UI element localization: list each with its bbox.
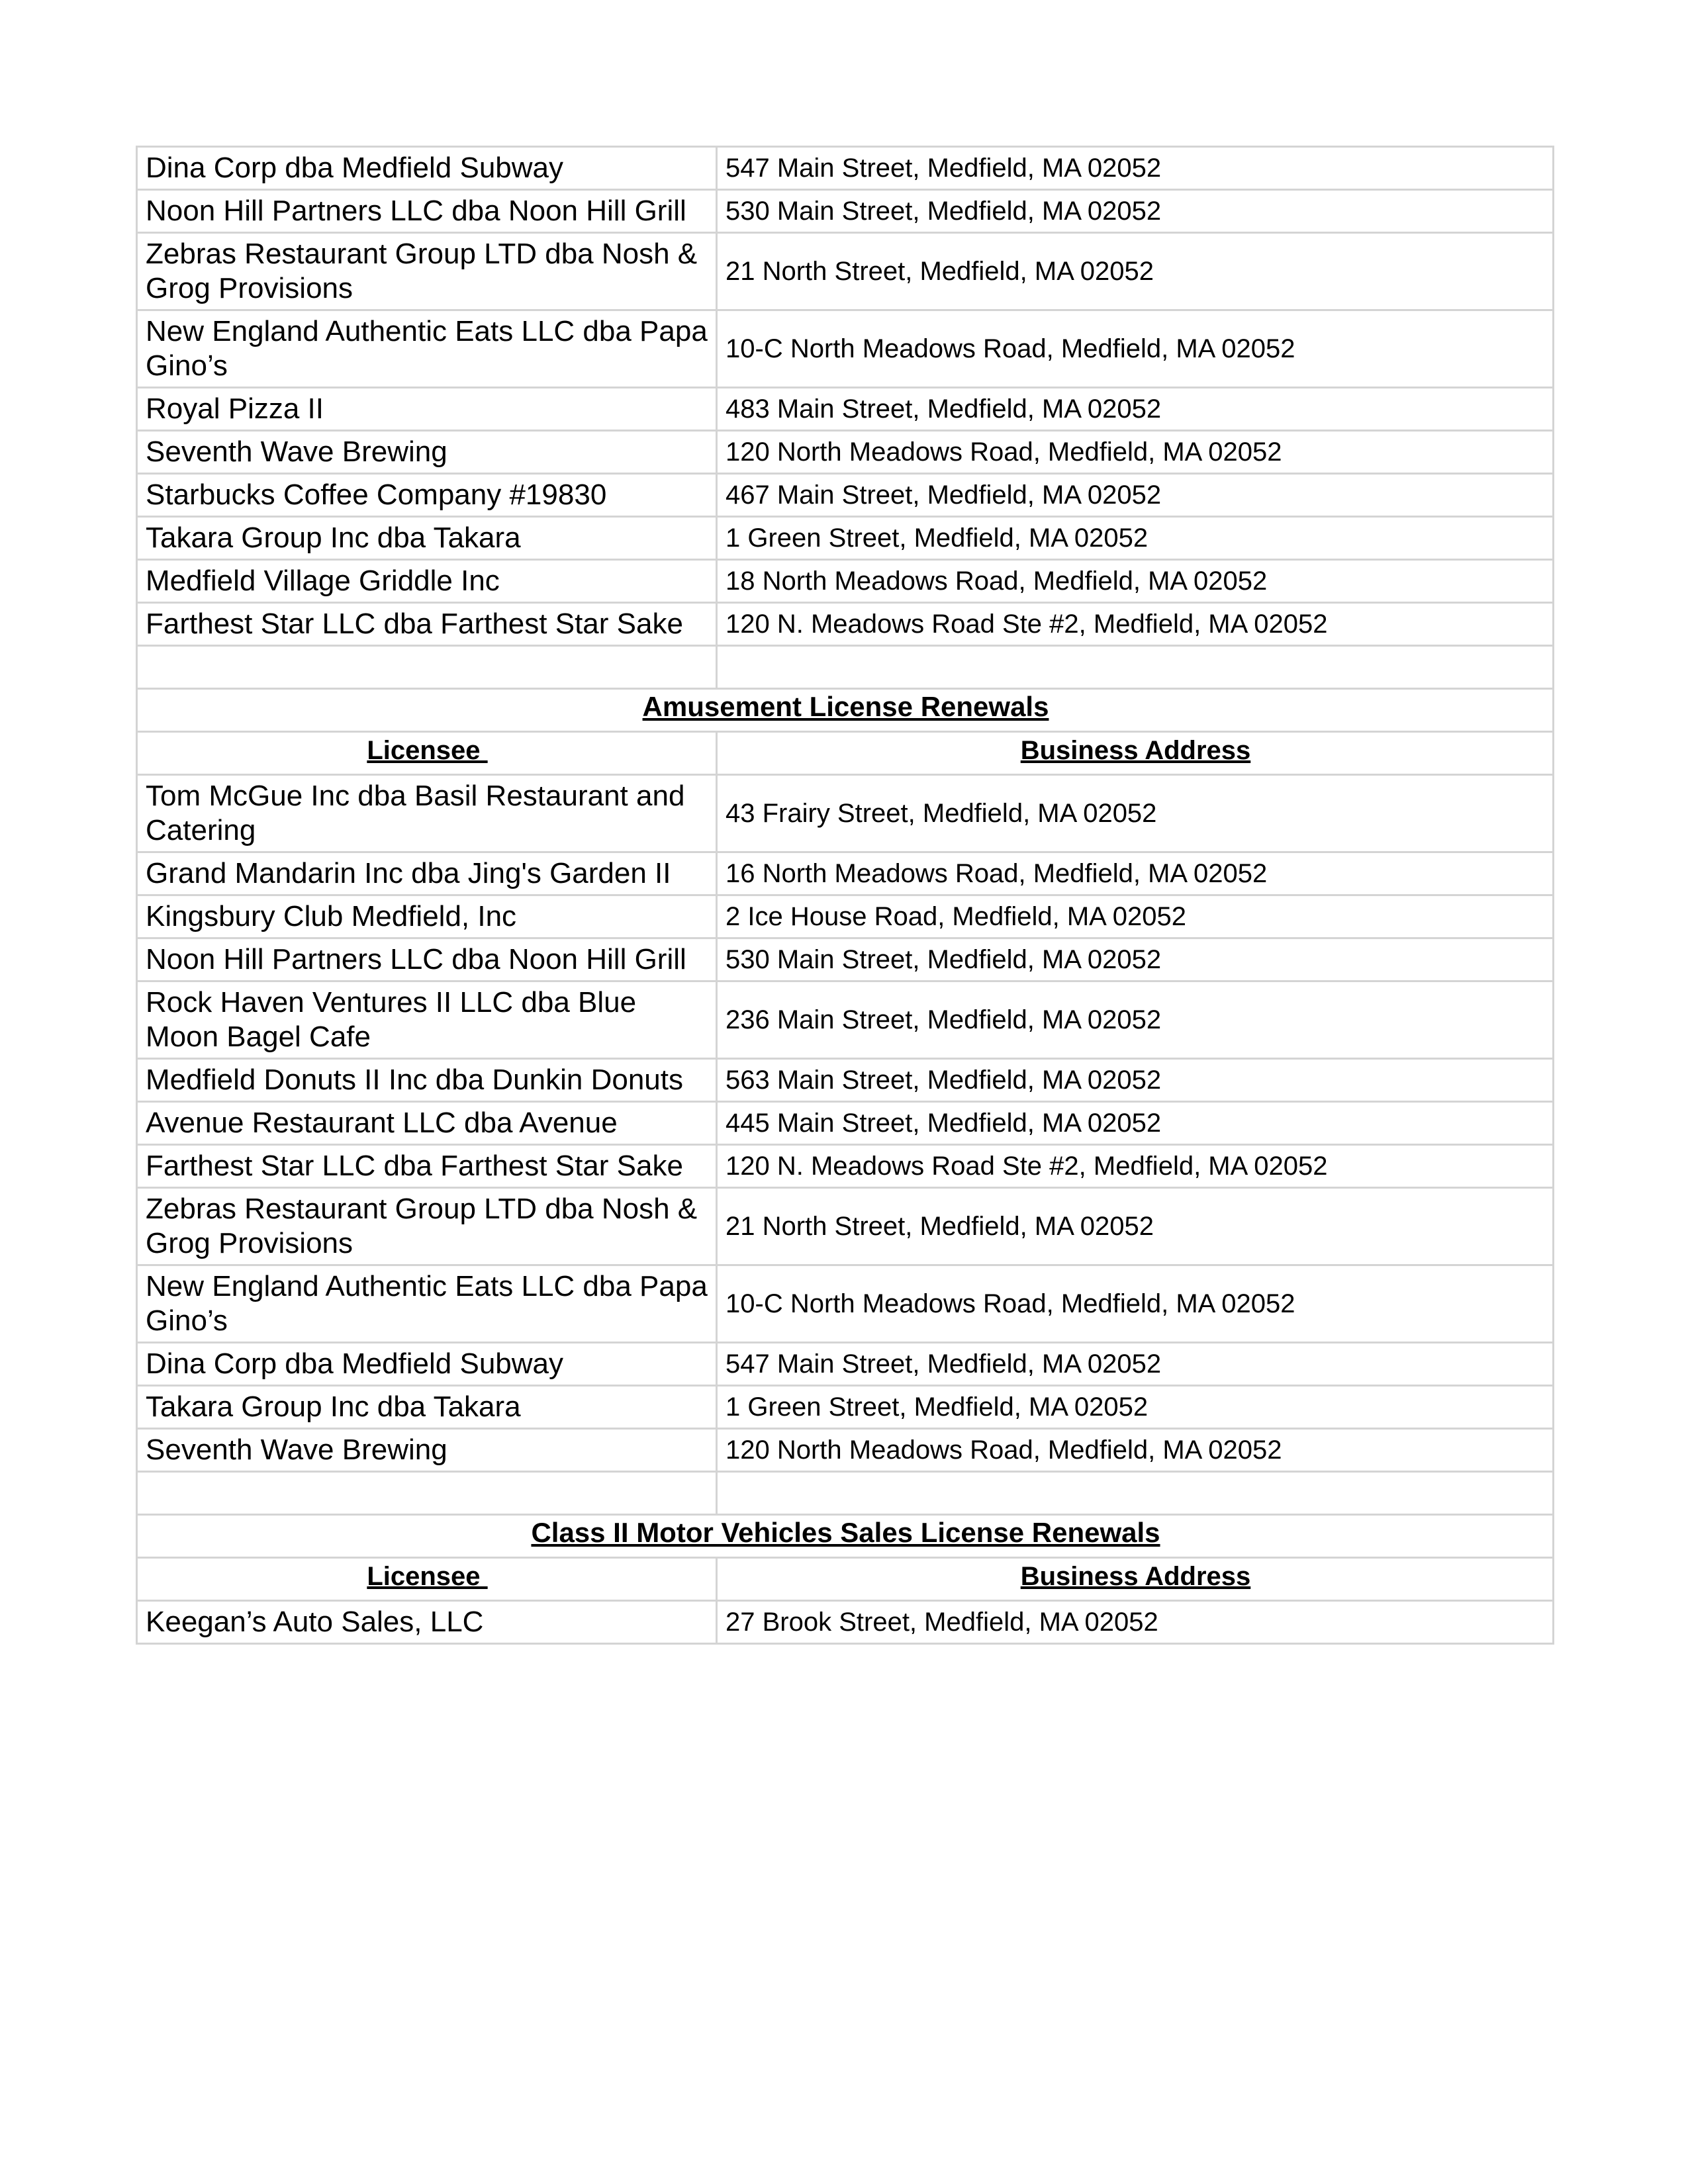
- address-cell: 547 Main Street, Medfield, MA 02052: [717, 147, 1554, 190]
- empty-cell: [717, 646, 1554, 689]
- table-row: [137, 233, 1554, 310]
- license-renewals-table: [136, 146, 1554, 1645]
- table-row: [137, 981, 1554, 1059]
- licensee-column-header: Licensee: [367, 1561, 488, 1591]
- table-row: [137, 1059, 1554, 1102]
- licensee-cell: Seventh Wave Brewing: [137, 431, 717, 474]
- licensee-cell: Starbucks Coffee Company #19830: [137, 474, 717, 517]
- address-cell: 21 North Street, Medfield, MA 02052: [717, 1188, 1554, 1265]
- address-cell: 18 North Meadows Road, Medfield, MA 02052: [717, 560, 1554, 603]
- address-cell: 563 Main Street, Medfield, MA 02052: [717, 1059, 1554, 1102]
- address-cell: 236 Main Street, Medfield, MA 02052: [717, 981, 1554, 1059]
- licensee-cell: Farthest Star LLC dba Farthest Star Sake: [137, 1145, 717, 1188]
- licensee-cell: Royal Pizza II: [137, 388, 717, 431]
- column-header-row: [137, 1558, 1554, 1601]
- table-row: [137, 1429, 1554, 1472]
- licensee-cell: Medfield Donuts II Inc dba Dunkin Donuts: [137, 1059, 717, 1102]
- section-title: Amusement License Renewals: [642, 691, 1049, 722]
- table-row: [137, 895, 1554, 938]
- table-row: [137, 852, 1554, 895]
- licensee-cell: Seventh Wave Brewing: [137, 1429, 717, 1472]
- licensee-cell: Noon Hill Partners LLC dba Noon Hill Grill: [137, 938, 717, 981]
- address-cell: 530 Main Street, Medfield, MA 02052: [717, 190, 1554, 233]
- licensee-cell: Zebras Restaurant Group LTD dba Nosh & Grog Provisions: [137, 233, 717, 310]
- licensee-cell: Takara Group Inc dba Takara: [137, 1386, 717, 1429]
- licensee-cell: Rock Haven Ventures II LLC dba Blue Moon Bagel Cafe: [137, 981, 717, 1059]
- address-column-header: Business Address: [1020, 735, 1251, 765]
- table-row: [137, 147, 1554, 190]
- licensee-cell: Dina Corp dba Medfield Subway: [137, 147, 717, 190]
- column-header-row: [137, 732, 1554, 775]
- blank-row: [137, 1472, 1554, 1515]
- address-cell: 1 Green Street, Medfield, MA 02052: [717, 517, 1554, 560]
- column-header-cell: [137, 732, 717, 775]
- blank-row: [137, 646, 1554, 689]
- empty-cell: [137, 646, 717, 689]
- licensee-cell: Medfield Village Griddle Inc: [137, 560, 717, 603]
- table-row: [137, 775, 1554, 852]
- address-cell: 21 North Street, Medfield, MA 02052: [717, 233, 1554, 310]
- address-cell: 16 North Meadows Road, Medfield, MA 02052: [717, 852, 1554, 895]
- address-cell: 10-C North Meadows Road, Medfield, MA 02052: [717, 310, 1554, 388]
- licensee-cell: Dina Corp dba Medfield Subway: [137, 1343, 717, 1386]
- column-header-cell: [717, 732, 1554, 775]
- licensee-cell: Keegan’s Auto Sales, LLC: [137, 1601, 717, 1644]
- empty-cell: [717, 1472, 1554, 1515]
- address-cell: 530 Main Street, Medfield, MA 02052: [717, 938, 1554, 981]
- column-header-cell: [137, 1558, 717, 1601]
- licensee-column-header: Licensee: [367, 735, 488, 765]
- licensee-cell: Zebras Restaurant Group LTD dba Nosh & Grog Provisions: [137, 1188, 717, 1265]
- address-cell: 467 Main Street, Medfield, MA 02052: [717, 474, 1554, 517]
- address-cell: 483 Main Street, Medfield, MA 02052: [717, 388, 1554, 431]
- licensee-cell: Tom McGue Inc dba Basil Restaurant and Catering: [137, 775, 717, 852]
- table-row: [137, 1188, 1554, 1265]
- table-row: [137, 1102, 1554, 1145]
- address-cell: 1 Green Street, Medfield, MA 02052: [717, 1386, 1554, 1429]
- empty-cell: [137, 1472, 717, 1515]
- address-column-header: Business Address: [1020, 1561, 1251, 1591]
- address-cell: 120 N. Meadows Road Ste #2, Medfield, MA 02052: [717, 1145, 1554, 1188]
- section-title: Class II Motor Vehicles Sales License Renewals: [531, 1517, 1160, 1548]
- address-cell: 120 North Meadows Road, Medfield, MA 02052: [717, 1429, 1554, 1472]
- licensee-cell: Avenue Restaurant LLC dba Avenue: [137, 1102, 717, 1145]
- address-cell: 10-C North Meadows Road, Medfield, MA 02052: [717, 1265, 1554, 1343]
- address-cell: 43 Frairy Street, Medfield, MA 02052: [717, 775, 1554, 852]
- address-cell: 445 Main Street, Medfield, MA 02052: [717, 1102, 1554, 1145]
- section-title-cell: [137, 1515, 1554, 1558]
- column-header-cell: [717, 1558, 1554, 1601]
- table-row: [137, 310, 1554, 388]
- address-cell: 120 N. Meadows Road Ste #2, Medfield, MA 02052: [717, 603, 1554, 646]
- licensee-cell: New England Authentic Eats LLC dba Papa Gino’s: [137, 310, 717, 388]
- table-row: [137, 560, 1554, 603]
- address-cell: 547 Main Street, Medfield, MA 02052: [717, 1343, 1554, 1386]
- licensee-cell: New England Authentic Eats LLC dba Papa Gino’s: [137, 1265, 717, 1343]
- licensee-cell: Kingsbury Club Medfield, Inc: [137, 895, 717, 938]
- table-row: [137, 474, 1554, 517]
- section-header-row: [137, 689, 1554, 732]
- table-row: [137, 517, 1554, 560]
- licensee-cell: Farthest Star LLC dba Farthest Star Sake: [137, 603, 717, 646]
- address-cell: 27 Brook Street, Medfield, MA 02052: [717, 1601, 1554, 1644]
- table-row: [137, 1601, 1554, 1644]
- section-title-cell: [137, 689, 1554, 732]
- table-row: [137, 603, 1554, 646]
- licensee-cell: Noon Hill Partners LLC dba Noon Hill Grill: [137, 190, 717, 233]
- table-row: [137, 1386, 1554, 1429]
- table-row: [137, 431, 1554, 474]
- table-row: [137, 1265, 1554, 1343]
- table-row: [137, 1145, 1554, 1188]
- table-row: [137, 388, 1554, 431]
- licensee-cell: Grand Mandarin Inc dba Jing's Garden II: [137, 852, 717, 895]
- table-row: [137, 1343, 1554, 1386]
- table-row: [137, 190, 1554, 233]
- table-row: [137, 938, 1554, 981]
- address-cell: 2 Ice House Road, Medfield, MA 02052: [717, 895, 1554, 938]
- address-cell: 120 North Meadows Road, Medfield, MA 02052: [717, 431, 1554, 474]
- licensee-cell: Takara Group Inc dba Takara: [137, 517, 717, 560]
- section-header-row: [137, 1515, 1554, 1558]
